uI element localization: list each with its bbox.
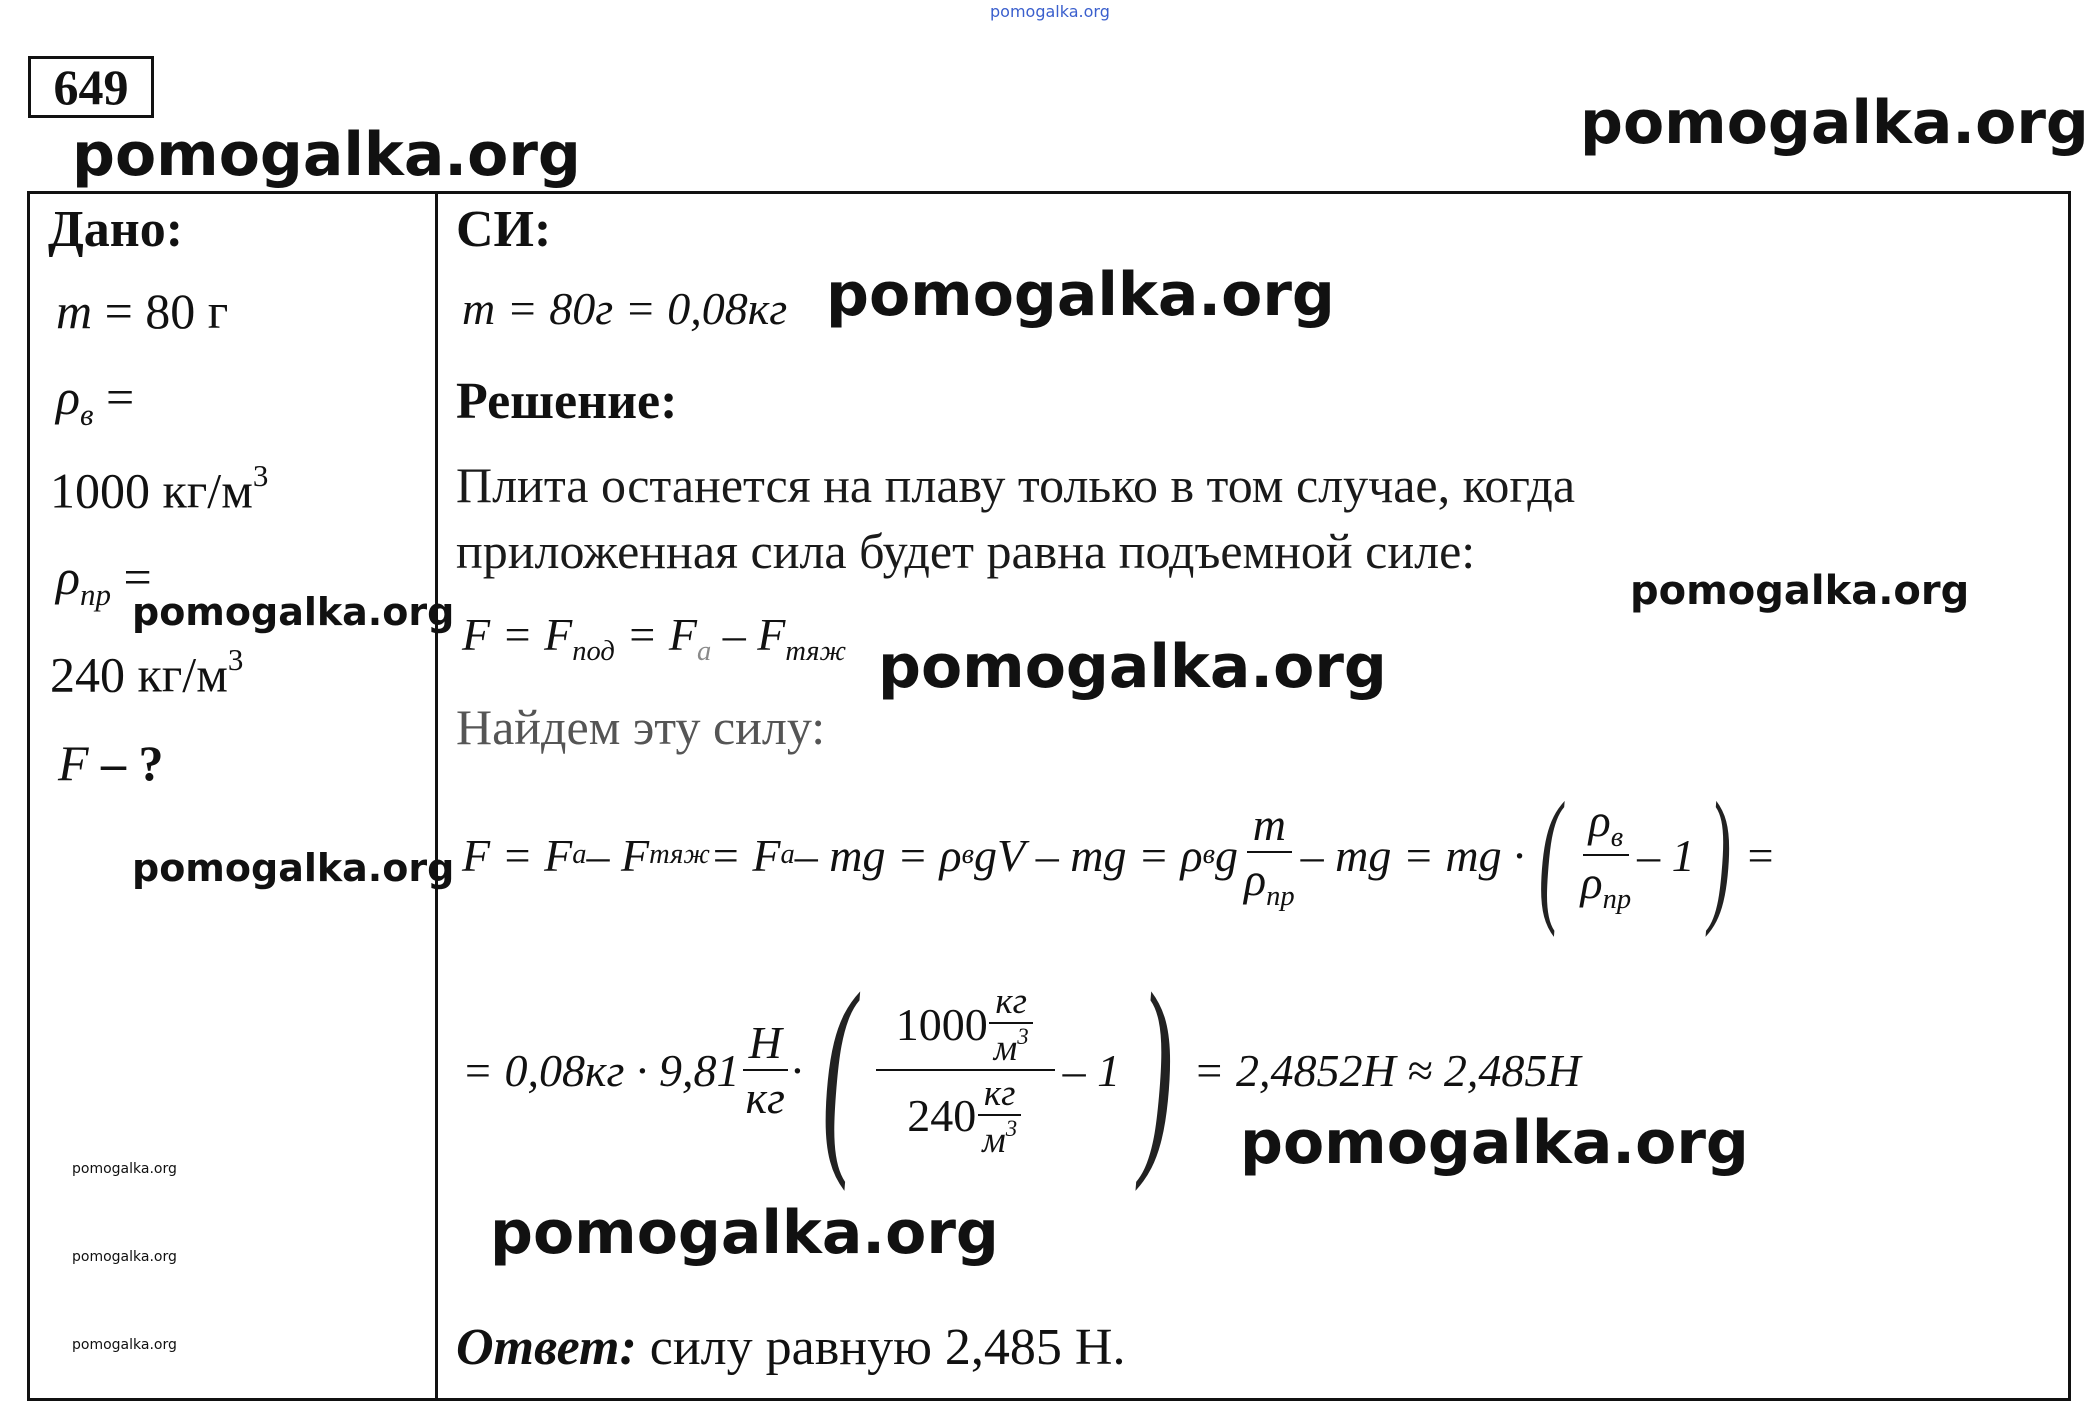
given-water-density-value bbox=[50, 458, 268, 520]
find-force-text: Найдем эту силу: bbox=[456, 699, 826, 755]
top-watermark: pomogalka.org bbox=[990, 2, 1110, 21]
f2-fraction-rho-ratio bbox=[1575, 794, 1638, 916]
given-title: Дано: bbox=[48, 201, 184, 258]
f2-frac-den: ρ bbox=[1244, 853, 1267, 905]
watermark-left: pomogalka.org bbox=[72, 120, 581, 190]
task-number: 649 bbox=[53, 59, 129, 115]
f2-equals: = bbox=[1744, 829, 1776, 881]
f2-sub-tyazh: тяж bbox=[649, 839, 710, 870]
f1-lhs: F = F bbox=[462, 609, 573, 660]
f2-frac-num: m bbox=[1247, 798, 1292, 853]
f2-sub-a2: а bbox=[780, 839, 795, 870]
rho-v-equals: = bbox=[105, 369, 135, 425]
rho-pr-equals: = bbox=[123, 549, 152, 605]
mass-symbol: m bbox=[56, 283, 93, 339]
f1-minus: – F bbox=[711, 609, 786, 660]
watermark-small-1: pomogalka.org bbox=[72, 1161, 177, 1177]
rho-v-value: 1000 кг/м bbox=[50, 462, 253, 519]
given-mass bbox=[56, 282, 228, 340]
f2-part6: g bbox=[1215, 829, 1238, 881]
f1-mid: = F bbox=[614, 609, 697, 660]
watermark-given: pomogalka.org bbox=[132, 590, 455, 634]
watermark-right: pomogalka.org bbox=[1580, 88, 2089, 158]
f2-inner-num: ρ bbox=[1588, 795, 1611, 847]
f3-unit-den: кг bbox=[745, 1072, 785, 1123]
f2-sub-v: в bbox=[961, 839, 974, 870]
task-number-box bbox=[28, 56, 154, 118]
f3-big-num-unit-num: кг bbox=[989, 979, 1033, 1024]
given-water-density-label bbox=[56, 368, 134, 433]
watermark-small-3: pomogalka.org bbox=[72, 1337, 177, 1353]
f1-sub-a: а bbox=[696, 635, 712, 667]
unknown-mark: – ? bbox=[101, 735, 164, 791]
f2-part1: F = F bbox=[462, 829, 573, 881]
answer-label: Ответ: bbox=[456, 1319, 637, 1376]
rho-pr-value: 240 кг/м bbox=[50, 646, 228, 703]
f3-left-paren: ( bbox=[822, 948, 856, 1192]
f2-part2: – F bbox=[586, 829, 650, 881]
f3-big-den-unit bbox=[976, 1071, 1023, 1161]
f3-part1: = 0,08кг · 9,81 bbox=[462, 1044, 740, 1096]
watermark-si: pomogalka.org bbox=[826, 260, 1335, 330]
watermark-formula1: pomogalka.org bbox=[878, 632, 1387, 702]
solution-title: Решение: bbox=[456, 373, 678, 430]
unknown-symbol: F bbox=[58, 735, 89, 791]
f2-part3: = F bbox=[709, 829, 781, 881]
f3-minus-one: – 1 bbox=[1062, 1044, 1121, 1096]
watermark-result: pomogalka.org bbox=[1240, 1108, 1749, 1178]
f3-unit-fraction bbox=[740, 1016, 791, 1124]
f3-result: = 2,4852Н ≈ 2,485Н bbox=[1193, 1044, 1581, 1096]
si-title: СИ: bbox=[456, 201, 552, 258]
f3-big-den-unit-num: кг bbox=[978, 1071, 1022, 1116]
f3-big-num-value: 1000 bbox=[895, 998, 988, 1050]
rho-pr-subscript: пр bbox=[80, 576, 111, 612]
f1-sub-tyazh: тяж bbox=[785, 635, 847, 667]
f3-big-den-value: 240 bbox=[907, 1090, 977, 1142]
solution-text-line1: Плита останется на плаву только в том случае, когда bbox=[456, 457, 1576, 513]
given-plate-density-value bbox=[50, 642, 243, 704]
f2-sub-v2: в bbox=[1202, 839, 1215, 870]
watermark-small-2: pomogalka.org bbox=[72, 1249, 177, 1265]
f2-part4: – mg = ρ bbox=[794, 829, 962, 881]
f1-sub-pod: под bbox=[572, 635, 615, 667]
watermark-text-right: pomogalka.org bbox=[1630, 568, 1970, 614]
formula-lifting-force bbox=[462, 608, 846, 668]
f3-big-den-unit-den: м bbox=[982, 1118, 1006, 1160]
watermark-bottom: pomogalka.org bbox=[490, 1198, 999, 1268]
given-unknown bbox=[58, 734, 164, 792]
f3-dot: · bbox=[790, 1044, 803, 1096]
rho-pr-symbol: ρ bbox=[56, 549, 80, 605]
rho-symbol: ρ bbox=[56, 369, 80, 425]
f3-big-num-unit bbox=[988, 979, 1035, 1069]
f2-minus-one: – 1 bbox=[1637, 829, 1695, 881]
f2-inner-den: ρ bbox=[1580, 857, 1603, 908]
si-conversion: m = 80г = 0,08кг bbox=[462, 283, 788, 334]
mass-value: = 80 г bbox=[104, 283, 229, 339]
formula-derivation bbox=[462, 772, 1776, 938]
f3-unit-num: Н bbox=[743, 1016, 788, 1071]
f2-left-paren: ( bbox=[1538, 772, 1561, 938]
f2-fraction-m-rho bbox=[1238, 798, 1301, 913]
f3-big-num-unit-exp: 3 bbox=[1017, 1024, 1029, 1050]
f3-big-den-unit-exp: 3 bbox=[1005, 1116, 1018, 1141]
f2-right-paren: ) bbox=[1708, 772, 1731, 938]
solution-text-line2: приложенная сила будет равна подъемной силе: bbox=[456, 523, 1476, 579]
f2-part5: gV – mg = ρ bbox=[974, 829, 1203, 881]
f2-sub-a: а bbox=[572, 839, 587, 870]
f3-right-paren: ) bbox=[1140, 948, 1174, 1192]
f2-inner-num-sub: в bbox=[1610, 822, 1624, 853]
f3-big-num-unit-den: м bbox=[993, 1027, 1018, 1068]
rho-v-subscript: в bbox=[80, 396, 94, 432]
watermark-given2: pomogalka.org bbox=[132, 846, 455, 890]
rho-v-exponent: 3 bbox=[252, 458, 269, 493]
f3-big-fraction bbox=[876, 979, 1055, 1161]
f2-inner-den-sub: пр bbox=[1602, 883, 1632, 915]
f2-frac-den-sub: пр bbox=[1266, 880, 1295, 912]
rho-pr-exponent: 3 bbox=[227, 642, 244, 677]
f2-part7: – mg = mg · bbox=[1300, 829, 1525, 881]
column-divider bbox=[435, 194, 438, 1398]
answer-text: силу равную 2,485 Н. bbox=[649, 1319, 1126, 1376]
answer-line bbox=[456, 1318, 1125, 1377]
